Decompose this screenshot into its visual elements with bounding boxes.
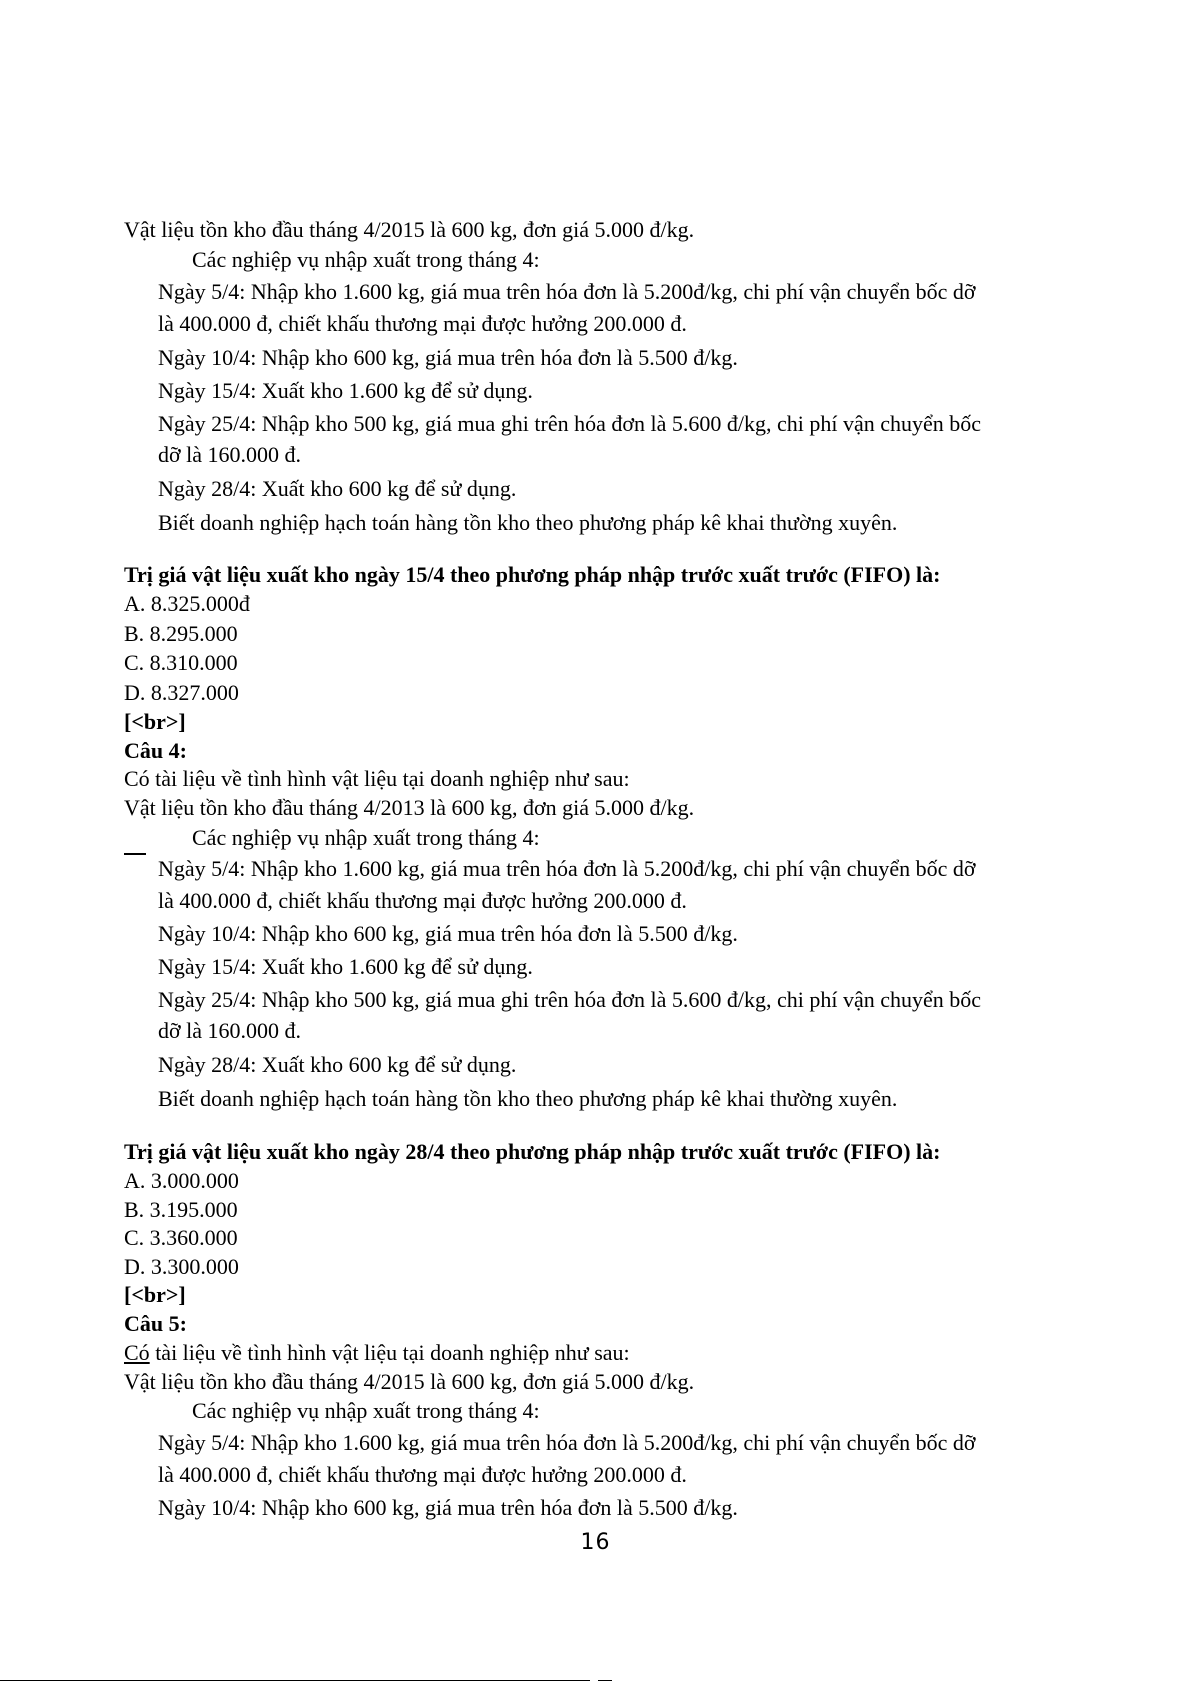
op-line: Ngày 10/4: Nhập kho 600 kg, giá mua trên hóa đơn là 5.500 đ/kg. <box>158 345 738 370</box>
op-line: dỡ là 160.000 đ. <box>158 1018 302 1043</box>
op-line: Ngày 25/4: Nhập kho 500 kg, giá mua ghi trên hóa đơn là 5.600 đ/kg, chi phí vận chuyển bốc <box>158 411 982 436</box>
stock-line: Vật liệu tồn kho đầu tháng 4/2013 là 600 kg, đơn giá 5.000 đ/kg. <box>124 795 695 820</box>
footer-rule-short <box>598 1680 612 1681</box>
ops-intro: Các nghiệp vụ nhập xuất trong tháng 4: <box>192 1398 540 1423</box>
option-b: B. 8.295.000 <box>124 621 238 646</box>
page-number: 16 <box>580 1530 611 1555</box>
op-line: Ngày 5/4: Nhập kho 1.600 kg, giá mua trên hóa đơn là 5.200đ/kg, chi phí vận chuyển bốc dỡ <box>158 279 976 304</box>
intro-first-word: Có <box>124 1340 150 1365</box>
option-d: D. 3.300.000 <box>124 1254 239 1279</box>
op-line: Ngày 28/4: Xuất kho 600 kg để sử dụng. <box>158 1052 517 1077</box>
br-marker: [<br>] <box>124 709 186 734</box>
op-line: là 400.000 đ, chiết khấu thương mại được hưởng 200.000 đ. <box>158 888 687 913</box>
stock-line: Vật liệu tồn kho đầu tháng 4/2015 là 600 kg, đơn giá 5.000 đ/kg. <box>124 1369 695 1394</box>
note-line: Biết doanh nghiệp hạch toán hàng tồn kho theo phương pháp kê khai thường xuyên. <box>158 1086 898 1111</box>
intro-line <box>124 1339 630 1367</box>
ops-intro: Các nghiệp vụ nhập xuất trong tháng 4: <box>192 825 540 850</box>
op-line: dỡ là 160.000 đ. <box>158 442 302 467</box>
dash-mark <box>124 853 146 855</box>
intro-rest: tài liệu về tình hình vật liệu tại doanh nghiệp như sau: <box>149 1340 630 1365</box>
question-text: Trị giá vật liệu xuất kho ngày 28/4 theo phương pháp nhập trước xuất trước (FIFO) là: <box>124 1139 941 1164</box>
ops-intro: Các nghiệp vụ nhập xuất trong tháng 4: <box>192 247 540 272</box>
op-line: Ngày 15/4: Xuất kho 1.600 kg để sử dụng. <box>158 954 533 979</box>
op-line: Ngày 5/4: Nhập kho 1.600 kg, giá mua trên hóa đơn là 5.200đ/kg, chi phí vận chuyển bốc dỡ <box>158 856 976 881</box>
op-line: Ngày 25/4: Nhập kho 500 kg, giá mua ghi trên hóa đơn là 5.600 đ/kg, chi phí vận chuyển bốc <box>158 987 982 1012</box>
op-line: Ngày 10/4: Nhập kho 600 kg, giá mua trên hóa đơn là 5.500 đ/kg. <box>158 1495 738 1520</box>
option-d: D. 8.327.000 <box>124 680 239 705</box>
op-line: là 400.000 đ, chiết khấu thương mại được hưởng 200.000 đ. <box>158 1462 687 1487</box>
question-title: Câu 5: <box>124 1311 187 1336</box>
question-text: Trị giá vật liệu xuất kho ngày 15/4 theo phương pháp nhập trước xuất trước (FIFO) là: <box>124 562 941 587</box>
op-line: Ngày 28/4: Xuất kho 600 kg để sử dụng. <box>158 476 517 501</box>
option-a: A. 3.000.000 <box>124 1168 239 1193</box>
br-marker: [<br>] <box>124 1282 186 1307</box>
option-b: B. 3.195.000 <box>124 1197 238 1222</box>
op-line: Ngày 15/4: Xuất kho 1.600 kg để sử dụng. <box>158 378 533 403</box>
option-c: C. 3.360.000 <box>124 1225 238 1250</box>
note-line: Biết doanh nghiệp hạch toán hàng tồn kho theo phương pháp kê khai thường xuyên. <box>158 510 898 535</box>
question-title: Câu 4: <box>124 738 187 763</box>
op-line: là 400.000 đ, chiết khấu thương mại được hưởng 200.000 đ. <box>158 311 687 336</box>
op-line: Ngày 10/4: Nhập kho 600 kg, giá mua trên hóa đơn là 5.500 đ/kg. <box>158 921 738 946</box>
footer-rule <box>0 1680 590 1681</box>
stock-line: Vật liệu tồn kho đầu tháng 4/2015 là 600 kg, đơn giá 5.000 đ/kg. <box>124 217 695 242</box>
option-a: A. 8.325.000đ <box>124 591 250 616</box>
intro-line: Có tài liệu về tình hình vật liệu tại doanh nghiệp như sau: <box>124 766 630 791</box>
op-line: Ngày 5/4: Nhập kho 1.600 kg, giá mua trên hóa đơn là 5.200đ/kg, chi phí vận chuyển bốc dỡ <box>158 1430 976 1455</box>
option-c: C. 8.310.000 <box>124 650 238 675</box>
